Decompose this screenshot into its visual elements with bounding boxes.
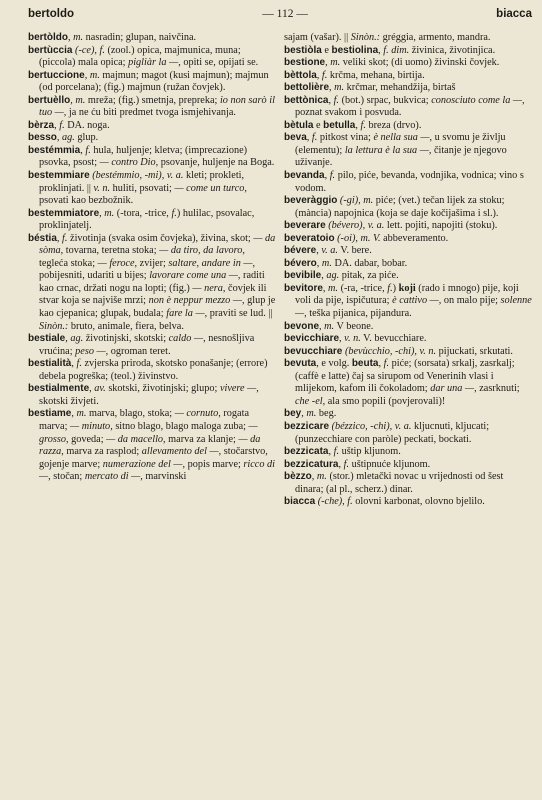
dictionary-entry: sajam (vašar). || Sinòn.: gréggia, armento, mandra. [284, 32, 491, 43]
page-number: — 112 — [262, 8, 308, 20]
dictionary-entry: bertuèllo, m. mreža; (fig.) smetnja, prepreka; io non sarò il tuo —, ja ne ću biti predmet tvoga ismjehivanja. [28, 94, 275, 119]
dictionary-entry: bezzicata, f. uštip kljunom. [284, 446, 401, 458]
left-column [28, 32, 276, 509]
dictionary-entry: bètula e betulla, f. breza (drvo). [284, 119, 422, 131]
dictionary-entry: biacca (-che), f. olovni karbonat, olovno bjelilo. [284, 496, 485, 508]
dictionary-entry: bestialità, f. zvjerska priroda, skotsko ponašanje; (errore) debela pogreška; (teol.) živinstvo. [28, 358, 268, 382]
dictionary-entry: beva, f. pitkost vina; è nella sua —, u svomu je življu (elementu); la lettura è la sua —, čitanje je njegovo uživanje. [284, 132, 507, 169]
right-column [284, 32, 532, 509]
dictionary-entry: bestemmiatore, m. (-tora, -trice, f.) hulilac, psovalac, proklinjatelj. [28, 207, 255, 232]
dictionary-entry: béstia, f. životinja (svaka osim čovjeka), živina, skot; — da sòma, tovarna, teretna stoka; — da tiro, da lavoro, tegleća stoka; — feroce, zvijer; saltare, andare in —, pobijesniti, udariti u bijes; lavorare come una —, raditi kao crnac, držati nogu na lopti; (fig.) — nera, čovjek ili stvar koja se najviše mrzi; non è neppur mezzo —, glup je kao cjepanica; glupak, budala; fare la —, praviti se lud. || Sinòn.: bruto, animale, fiera, belva. [28, 232, 276, 332]
dictionary-entry: bezzicatura, f. uštipnuće kljunom. [284, 458, 431, 470]
dictionary-entry: bevucchiare (bevùcchio, -chi), v. n. pijuckati, srkutati. [284, 345, 513, 357]
dictionary-entry: bey, m. beg. [284, 408, 337, 420]
dictionary-entry: beveratoio (-oi), m. V. abbeveramento. [284, 232, 449, 244]
dictionary-entry: bettònica, f. (bot.) srpac, bukvica; conosciuto come la —, poznat svakom i posvuda. [284, 94, 525, 119]
dictionary-entry: bèzzo, m. (stor.) mletački novac u vrijednosti od šest dinara; (al pl., scherz.) dinar. [284, 471, 504, 495]
dictionary-entry: bezzicare (bézzico, -chi), v. a. kljucnuti, kljucati; (punzecchiare con paròle) peckati, bockati. [284, 420, 490, 445]
dictionary-entry: bevanda, f. pilo, piće, bevanda, vodnjika, vodnica; vino s vodom. [284, 170, 524, 194]
header-right-guideword: biacca [496, 8, 532, 20]
dictionary-entry: bevuta, e volg. beuta, f. piće; (sorsata) srkalj, zasrkalj; (caffè e latte) čaj sa sirupom od Venerinih vlasi i mlijekom, kafom ili čokoladom; dar una —, zasrknuti; che -el, ala smo popili (povjerovali)! [284, 358, 520, 407]
dictionary-entry: bettolière, m. krčmar, mehandžija, birtaš [284, 82, 456, 94]
dictionary-entry: bertuccione, m. majmun; magot (kusi majmun); majmun (od porcelana); (fig.) majmun (ružan čovjek). [28, 69, 269, 94]
dictionary-entry: bestemmiare (bestémmio, -mi), v. a. kleti; prokleti, proklinjati. || v. n. huliti, psovati; — come un turco, psovati kao bezbožnik. [28, 170, 247, 207]
dictionary-entry: beverare (bévero), v. a. lett. pojiti, napojiti (stoku). [284, 220, 498, 232]
dictionary-entry: bestémmia, f. hula, huljenje; kletva; (imprecazione) psovka, psost; — contro Dio, psovanje, huljenje na Boga. [28, 144, 275, 169]
dictionary-entry: bestialmente, av. skotski, životinjski; glupo; vivere —, skotski živjeti. [28, 383, 259, 407]
dictionary-entry: bertùccia (-ce), f. (zool.) opica, majmunica, muna; (piccola) mala opica; pigliàr la —, opiti se, opijati se. [28, 44, 259, 69]
dictionary-entry: beveràggio (-gi), m. piće; (vet.) tečan lijek za stoku; (mància) napojnica (koja se daje kočijašima i sl.). [284, 195, 505, 219]
dictionary-entry: bèrza, f. DA. noga. [28, 119, 110, 131]
page-header [28, 4, 532, 24]
dictionary-entry: bestiame, m. marva, blago, stoka; — cornuto, rogata marva; — minuto, sitno blago, blago maloga zuba; — grosso, goveda; — da macello, marva za klanje; — da razza, marva za rasplod; allevamento del —, stočarstvo, gojenje marve; numerazione del —, popis marve; ricco di —, stočan; mercato di —, marvinski [28, 408, 276, 483]
header-left-guideword: bertoldo [28, 8, 74, 20]
columns [28, 32, 532, 509]
dictionary-entry: bevitore, m. (-ra, -trice, f.) koji (rado i mnogo) pije, koji voli da pije, ispičutura; è cattivo —, on malo pije; solenne —, teška pijanica, pijandura. [284, 282, 532, 320]
dictionary-entry: bestione, m. veliki skot; (di uomo) živinski čovjek. [284, 57, 500, 69]
dictionary-entry: bestiòla e bestiolina, f. dim. živinica, životinjica. [284, 44, 496, 56]
dictionary-entry: besso, ag. glup. [28, 132, 99, 144]
dictionary-entry: bévero, m. DA. dabar, bobar. [284, 257, 408, 269]
dictionary-entry: bévere, v. a. V. bere. [284, 245, 372, 257]
dictionary-entry: bestiale, ag. životinjski, skotski; caldo —, nesnošljiva vrućina; peso —, ogroman teret. [28, 333, 255, 357]
dictionary-entry: bèttola, f. krčma, mehana, birtija. [284, 69, 425, 81]
dictionary-entry: bevone, m. V beone. [284, 320, 374, 332]
dictionary-entry: bevibile, ag. pitak, za piće. [284, 270, 399, 282]
dictionary-entry: bertòldo, m. nasradin; glupan, naivčina. [28, 32, 197, 43]
dictionary-entry: bevicchiare, v. n. V. bevucchiare. [284, 333, 427, 345]
